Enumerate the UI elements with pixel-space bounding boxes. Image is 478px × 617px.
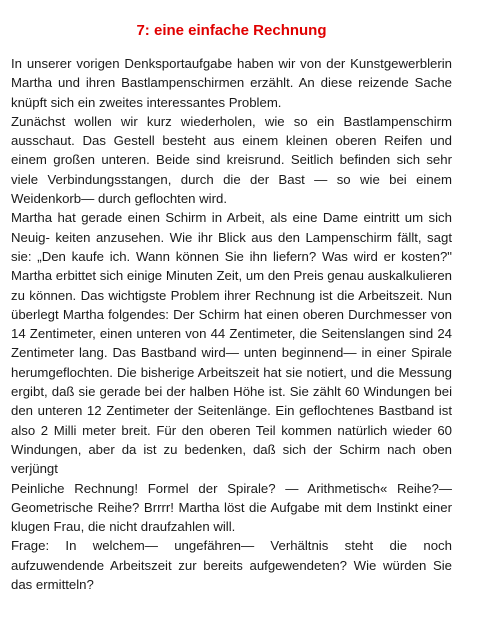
paragraph-intro: In unserer vorigen Denksportaufgabe haben wir von der Kunstgewerblerin Martha und ihren Bastlampenschirmen erzählt. An diese reizende Sache knüpft sich ein zweites interessantes Problem.	[11, 56, 452, 110]
document-page	[11, 14, 452, 594]
paragraph-reflection: Peinliche Rechnung! Formel der Spirale? — Arithmetisch« Reihe?— Geometrische Reihe? Brrrr! Martha löst die Aufgabe mit dem Instinkt einer klugen Frau, die nicht draufzahlen will.	[11, 480, 452, 535]
paragraph-question: Frage: In welchem— ungefähren— Verhältnis steht die noch aufzuwendende Arbeitszeit zur bereits aufgewendeten? Wie würden Sie das ermitteln?	[11, 538, 452, 593]
document-title: 7: eine einfache Rechnung	[136, 22, 327, 39]
paragraph-story: Martha hat gerade einen Schirm in Arbeit, als eine Dame eintritt um sich Neuig- keiten anzusehen. Wie ihr Blick aus den Lampenschirm fällt, sagt sie: „Den kaufe ich. Wann können Sie ihn liefern? Was wird er kosten?" Martha erbittet sich einige Minuten Zeit, um den Preis genau auskalkulieren zu können. Das wichtigste Problem ihrer Rechnung ist die Arbeitszeit. Nun überlegt Martha folgendes: Der Schirm hat einen oberen Durchmesser von 14 Zentimeter, einen unteren von 44 Zentimeter, die Seitenslangen sind 24 Zentimeter lang. Das Bastband wird— unten beginnend— in einer Spirale herumgeflochten. Die bisherige Arbeitszeit hat sie notiert, und die Messung ergibt, daß sie gerade bei der halben Höhe ist. Sie zählt 60 Windungen bei den unteren 12 Zentimeter der Seitenlänge. Ein geflochtenes Bastband ist also 2 Milli meter breit. Für den oberen Teil kommen natürlich wieder 60 Windungen, aber da ist zu bedenken, daß sich der Schirm nach oben verjüngt	[11, 210, 452, 477]
paragraph-description: Zunächst wollen wir kurz wiederholen, wie so ein Bastlampenschirm ausschaut. Das Gestell besteht aus einem kleinen oberen Reifen und einem großen unteren. Beide sind kreisrund. Seitlich befinden sich sehr viele Verbindungsstangen, durch die der Bast — so wie bei einem Weidenkorb— durch geflochten wird.	[11, 113, 452, 207]
